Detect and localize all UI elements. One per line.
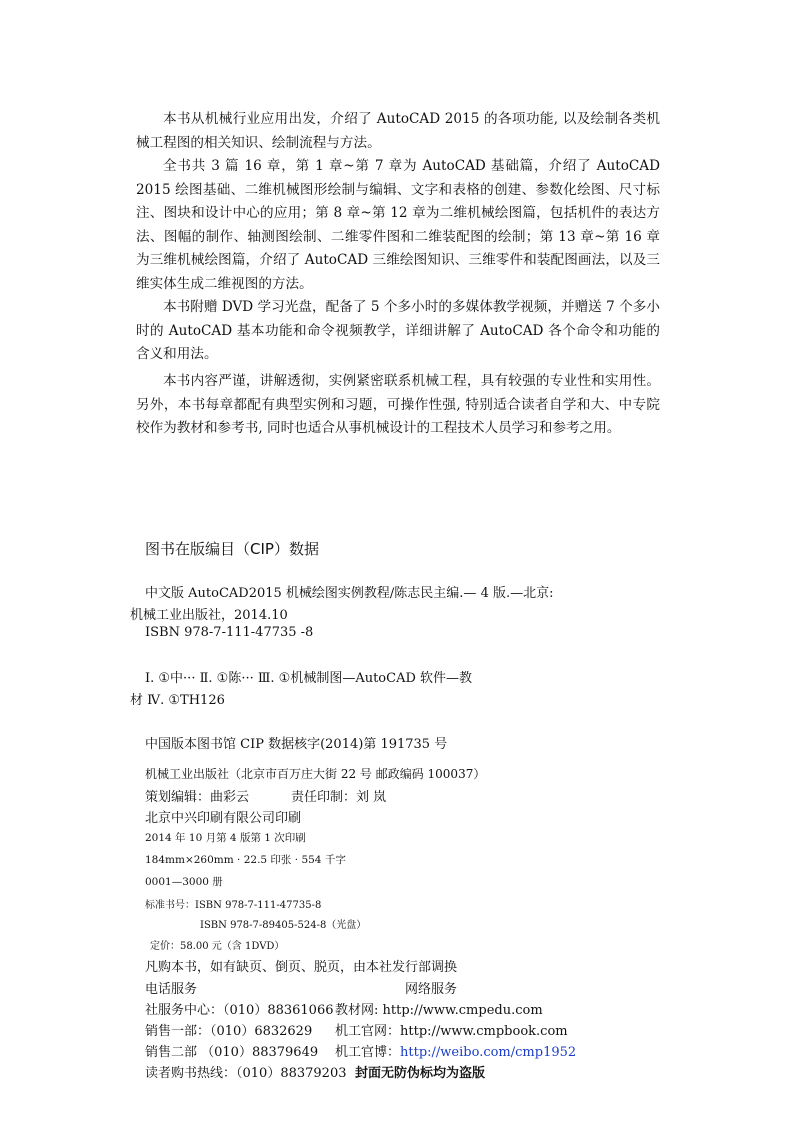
cip-record-line-1: 中文版 AutoCAD2015 机械绘图实例教程/陈志民主编.— 4 版.—北京: xyxy=(145,586,554,601)
printing-house: 北京中兴印刷有限公司印刷 xyxy=(145,811,302,826)
standard-isbn: 标准书号：ISBN 978-7-111-47735-8 xyxy=(145,900,322,911)
disc-isbn: ISBN 978-7-89405-524-8（光盘） xyxy=(200,920,367,931)
cip-isbn: ISBN 978-7-111-47735 -8 xyxy=(145,625,314,640)
cip-verification: 中国版本图书馆 CIP 数据核字(2014)第 191735 号 xyxy=(145,737,448,752)
format-info: 184mm×260mm · 22.5 印张 · 554 千字 xyxy=(145,854,346,866)
intro-paragraph-4: 本书内容严谨，讲解透彻，实例紧密联系机械工程，具有较强的专业性和实用性。另外，本书每章都配有典型实例和习题，可操作性强, 特别适合读者自学和大、中专院校作为教材和参考书, 同时也适合从事机械设计的工程技术人员学习和参考之用。 xyxy=(136,373,660,437)
publisher-address: 机械工业出版社（北京市百万庄大街 22 号 邮政编码 100037） xyxy=(145,767,486,781)
print-run: 0001—3000 册 xyxy=(145,876,223,888)
cip-classification-line-2: 材 Ⅳ. ①TH126 xyxy=(130,693,225,708)
print-responsible: 责任印制：刘 岚 xyxy=(291,790,387,805)
service-center-phone: 社服务中心：（010）88361066 xyxy=(145,1003,334,1018)
intro-paragraph-1: 本书从机械行业应用出发，介绍了 AutoCAD 2015 的各项功能, 以及绘制各类机械工程图的相关知识、绘制流程与方法。 xyxy=(136,111,660,151)
official-site: 机工官网：http://www.cmpbook.com xyxy=(335,1024,568,1039)
reader-hotline: 读者购书热线：（010）88379203 xyxy=(145,1066,347,1081)
intro-paragraph-2: 全书共 3 篇 16 章，第 1 章~第 7 章为 AutoCAD 基础篇，介绍了 AutoCAD 2015 绘图基础、二维机械图形绘制与编辑、文字和表格的创建、参数化绘图、尺寸标注、图块和设计中心的应用；第 8 章~第 12 章为二维机械绘图篇，包括机件的表达方法、图幅的制作、轴测图绘制、二维零件图和二维装配图的绘制；第 13 章~第 16 章为三维机械绘图篇，介绍了 AutoCAD 三维绘图知识、三维零件和装配图画法，以及三维实体生成二维视图的方法。 xyxy=(136,158,660,292)
cip-record-line-2: 机械工业出版社，2014.10 xyxy=(130,608,288,623)
official-weibo xyxy=(335,1041,576,1060)
web-service-header: 网络服务 xyxy=(405,982,458,997)
sales-dept-1-phone: 销售一部：（010）6832629 xyxy=(145,1024,313,1039)
edition-info: 2014 年 10 月第 4 版第 1 次印刷 xyxy=(145,832,306,844)
official-weibo-label: 机工官博： xyxy=(335,1045,401,1060)
cip-classification-line-1: Ⅰ. ①中··· Ⅱ. ①陈··· Ⅲ. ①机械制图—AutoCAD 软件—教 xyxy=(145,671,473,686)
weibo-link[interactable]: http://weibo.com/cmp1952 xyxy=(400,1045,577,1060)
intro-paragraph-3: 本书附赠 DVD 学习光盘，配备了 5 个多小时的多媒体教学视频，并赠送 7 个多小时的 AutoCAD 基本功能和命令视频教学，详细讲解了 AutoCAD 各个命令和功能的含义和用法。 xyxy=(136,299,660,363)
replacement-notice: 凡购本书，如有缺页、倒页、脱页，由本社发行部调换 xyxy=(145,960,458,975)
textbook-site: 教材网: http://www.cmpedu.com xyxy=(335,1003,543,1018)
cip-heading: 图书在版编目（CIP）数据 xyxy=(145,540,319,558)
anti-piracy-notice: 封面无防伪标均为盗版 xyxy=(355,1066,486,1081)
planning-editor: 策划编辑：曲彩云 xyxy=(145,790,250,805)
sales-dept-2-phone: 销售二部 （010）88379649 xyxy=(145,1045,319,1060)
price: 定价：58.00 元（含 1DVD） xyxy=(150,941,285,952)
phone-service-header: 电话服务 xyxy=(145,982,198,997)
